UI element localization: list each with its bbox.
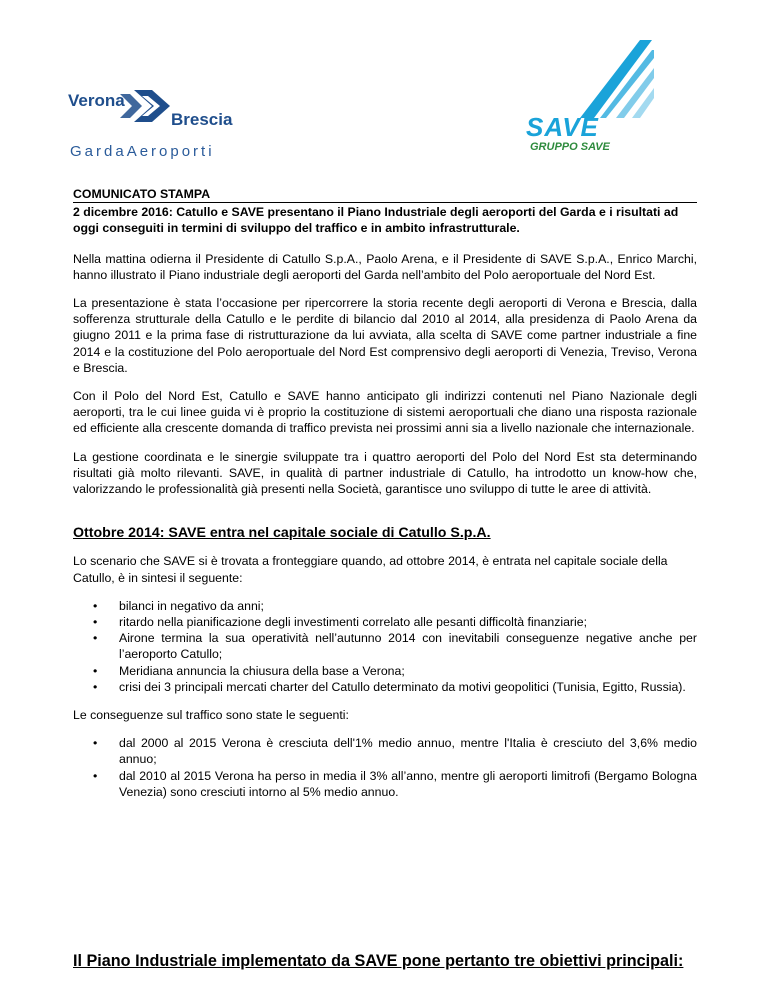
section1-intro-traffic: Le conseguenze sul traffico sono state le seguenti: <box>73 708 349 723</box>
save-logo <box>520 40 660 155</box>
paragraph-4: La gestione coordinata e le sinergie sviluppate tra i quattro aeroporti del Polo del Nord Est sta determinando risultati già molto rilevanti. SAVE, in qualità di partner industriale di Catullo, ha introdotto un know-how che, valorizzando le professionalità già presenti nella Società, garantisce uno sviluppo di tutte le aree di attività. <box>73 449 697 497</box>
bullet-icon: • <box>93 598 98 613</box>
bullet-icon: • <box>93 679 98 694</box>
list-item: • ritardo nella pianificazione degli investimenti correlato alle pesanti difficoltà finanziarie; <box>93 615 587 630</box>
section-title-ottobre-2014: Ottobre 2014: SAVE entra nel capitale sociale di Catullo S.p.A. <box>73 525 491 542</box>
list-item: • Meridiana annuncia la chiusura della base a Verona; <box>93 663 405 678</box>
logo-word-brescia: Brescia <box>171 110 233 129</box>
section-title-piano-industriale: Il Piano Industriale implementato da SAVE pone pertanto tre obiettivi principali: <box>73 952 684 970</box>
list-item: • dal 2000 al 2015 Verona è cresciuta dell'1% medio annuo, mentre l'Italia è cresciuto del 3,6% medio annuo; <box>93 736 697 767</box>
paragraph-2: La presentazione è stata l’occasione per ripercorrere la storia recente degli aeroporti di Verona e Brescia, dalla sofferenza strutturale della Catullo e le perdite di bilancio dal 2010 al 2014, alla presidenza di Paolo Arena da giugno 2011 e la prima fase di ristrutturazione da lui avviata, alla scelta di SAVE come partner industriale a fine 2014 e la costituzione del Polo aeroportuale del Nord Est comprensivo degli aeroporti di Venezia, Treviso, Verona e Brescia. <box>73 296 697 375</box>
verona-brescia-logo <box>68 84 258 164</box>
list-item: • bilanci in negativo da anni; <box>93 598 264 613</box>
bullet-icon: • <box>93 663 98 678</box>
logo-word-verona: Verona <box>68 91 125 110</box>
save-logo-wordmark: SAVE <box>526 112 599 142</box>
save-logo-tagline: GRUPPO SAVE <box>530 141 610 153</box>
logo-arrows-icon <box>120 90 170 122</box>
section1-intro: Lo scenario che SAVE si è trovata a fronteggiare quando, ad ottobre 2014, è entrata nel capitale sociale della Catullo, è in sintesi il seguente: <box>73 554 668 585</box>
press-release-label: COMUNICATO STAMPA <box>73 187 211 201</box>
list-item: • dal 2010 al 2015 Verona ha perso in media il 3% all’anno, mentre gli aeroporti limitrofi (Bergamo Bologna Venezia) sono cresciuti intorno al 5% medio annuo. <box>93 768 697 799</box>
bullet-icon: • <box>93 615 98 630</box>
logo-subtitle: GardaAeroporti <box>70 143 215 160</box>
save-tailfin-icon <box>580 40 654 118</box>
bullet-icon: • <box>93 736 98 751</box>
list-item: • crisi dei 3 principali mercati charter del Catullo determinato da motivi geopolitici (Tunisia, Egitto, Russia). <box>93 679 686 694</box>
bullet-icon: • <box>93 768 98 783</box>
document-body <box>73 186 697 812</box>
list-item: • Airone termina la sua operatività nell’autunno 2014 con inevitabili conseguenze negative anche per l’aeroporto Catullo; <box>93 631 697 662</box>
scenario-list <box>73 598 697 695</box>
bullet-icon: • <box>93 631 98 646</box>
headline: 2 dicembre 2016: Catullo e SAVE presentano il Piano Industriale degli aeroporti del Garda e i risultati ad oggi conseguiti in termini di sviluppo del traffico e in ambito infrastrutturale. <box>73 202 697 236</box>
paragraph-1: Nella mattina odierna il Presidente di Catullo S.p.A., Paolo Arena, e il Presidente di SAVE S.p.A., Enrico Marchi, hanno illustrato il Piano industriale degli aeroporti del Garda nell’ambito del Polo aeroportuale del Nord Est. <box>73 251 697 282</box>
paragraph-3: Con il Polo del Nord Est, Catullo e SAVE hanno anticipato gli indirizzi contenuti nel Piano Nazionale degli aeroporti, tra le cui linee guida vi è proprio la costituzione di sistemi aeroportuali che diano una risposta razionale ed efficiente alla crescente domanda di traffico prevista nei prossimi anni sia a livello nazionale che internazionale. <box>73 389 697 436</box>
traffic-list <box>73 735 697 800</box>
